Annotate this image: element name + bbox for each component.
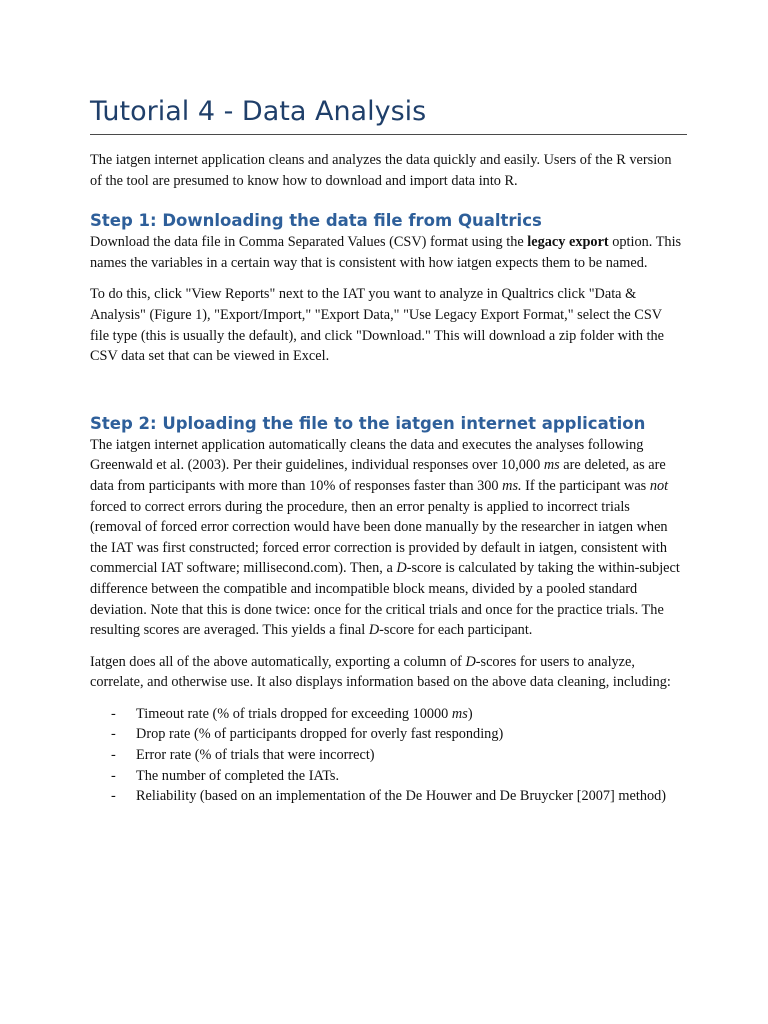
step1-paragraph-1: Download the data file in Comma Separated Values (CSV) format using the legacy export option. This names the variables in a certain way that is consistent with how iatgen expects them to be named. xyxy=(90,234,682,271)
metrics-list xyxy=(90,704,684,807)
step1-paragraph-2: To do this, click "View Reports" next to the IAT you want to analyze in Qualtrics click "Data & Analysis" (Figure 1), "Export/Import," "Export Data," "Use Legacy Export Format," select the CSV file type (this is usually the default), and click "Download." This will download a zip folder with the CSV data set that can be viewed in Excel. xyxy=(90,286,665,365)
bullet-marker: - xyxy=(111,788,116,805)
step2-heading: Step 2: Uploading the file to the iatgen internet application xyxy=(90,413,646,433)
legacy-export-bold: legacy export xyxy=(527,234,609,251)
step2-paragraph-2: Iatgen does all of the above automatically, exporting a column of D-scores for users to analyze, correlate, and otherwise use. It also displays information based on the above data cleaning, including: xyxy=(90,653,671,691)
bullet-marker: - xyxy=(111,705,116,722)
title-divider xyxy=(90,134,687,135)
step2-paragraph-1: The iatgen internet application automatically cleans the data and executes the analyses following Greenwald et al. (2003). Per their guidelines, individual responses over 10,000 ms are deleted, as are data from participants with more than 10% of responses faster than 300 ms. If the participant was not forced to correct errors during the procedure, then an error penalty is applied to incorrect trials (removal of forced error correction would have been done manually by the researcher in iatgen when the IAT was first constructed; forced error correction is provided by default in iatgen, consistent with commercial IAT software; millisecond.com). Then, a D-score is calculated by taking the within-subject difference between the compatible and incompatible block means, divided by a pooled standard deviation. Note that this is done twice: once for the critical trials and once for the practice trials. The resulting scores are averaged. This yields a final D-score for each participant. xyxy=(90,436,680,639)
bullet-marker: - xyxy=(111,767,116,784)
list-item: - The number of completed the IATs. xyxy=(90,766,684,787)
page-title: Tutorial 4 - Data Analysis xyxy=(90,96,427,127)
bullet-marker: - xyxy=(111,726,116,743)
list-item: - Timeout rate (% of trials dropped for exceeding 10000 ms) xyxy=(90,704,684,725)
list-item: - Error rate (% of trials that were incorrect) xyxy=(90,745,684,766)
list-item: - Reliability (based on an implementation of the De Houwer and De Bruycker [2007] method) xyxy=(90,786,684,807)
list-item: - Drop rate (% of participants dropped for overly fast responding) xyxy=(90,724,684,745)
step1-heading: Step 1: Downloading the data file from Qualtrics xyxy=(90,211,542,231)
intro-paragraph: The iatgen internet application cleans and analyzes the data quickly and easily. Users of the R version of the tool are presumed to know how to download and import data into R. xyxy=(90,152,672,189)
bullet-marker: - xyxy=(111,747,116,764)
